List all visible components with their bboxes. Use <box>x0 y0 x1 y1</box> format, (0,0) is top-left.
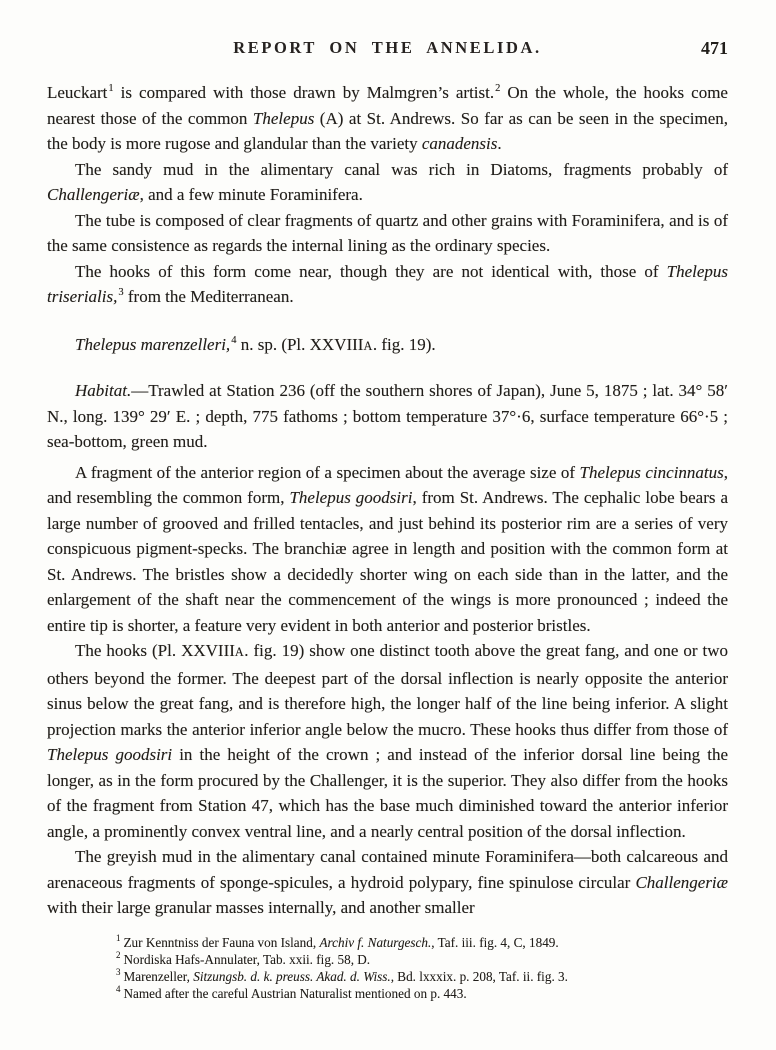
text-segment: canadensis <box>421 134 498 153</box>
text-segment: , and a few minute Foraminifera. <box>139 185 363 204</box>
paragraph <box>47 460 728 639</box>
footnote-marker: 4 <box>116 984 121 995</box>
text-segment: The tube is composed of clear fragments of quartz and other grains with Foraminifera, and is of the same consistence as regards the internal lining as the ordinary species. <box>47 210 728 255</box>
footnote-marker: 1 <box>116 933 121 944</box>
text-segment: from the Mediterranean. <box>123 287 294 306</box>
footnote <box>116 951 688 968</box>
text-segment: Thelepus goodsiri <box>47 745 173 764</box>
text-segment: , and resembling the common form, <box>47 462 729 507</box>
paragraph <box>47 638 728 844</box>
text-segment: Sitzungsb. d. k. preuss. Akad. d. Wiss. <box>193 968 391 984</box>
text-segment: On the whole, the hooks come nearest those of the common <box>47 83 728 128</box>
text-segment: , Bd. lxxxix. p. 208, Taf. ii. fig. 3. <box>390 968 568 984</box>
text-segment: Archiv f. Naturgesch. <box>319 934 432 950</box>
text-segment: n. sp. (Pl. XXVIII <box>236 334 364 354</box>
species-heading <box>47 332 728 360</box>
text-segment: Zur Kenntniss der Fauna von Island, <box>123 934 320 950</box>
footnote <box>116 968 688 985</box>
footnote-marker: 3 <box>116 967 121 978</box>
text-segment: —Trawled at Station 236 (off the southern shores of Japan), June 5, 1875 ; lat. 34° 58′ N., long. 139° 29′ E. ; depth, 775 fathoms ; bottom temperature 37°·6, surface temperature 66°·5 ; sea-bottom, green mud. <box>47 381 728 451</box>
footnote-reference: 1 <box>108 83 114 95</box>
text-segment: (A) at St. Andrews. So far as can be seen in the specimen, the body is more rugose and glandular than the variety <box>47 108 728 153</box>
paragraph <box>47 844 728 921</box>
text-segment: in the height of the crown ; and instead of the inferior dorsal line being the longer, as in the form procured by the Challenger, it is the superior. They also differ from the hooks of the fragment from Station 47, which has the base much diminished toward the anterior inferior angle, a prominently convex ventral line, and a nearly central position of the dorsal inflection. <box>47 745 729 841</box>
running-head <box>47 38 728 64</box>
text-segment: . <box>497 134 502 153</box>
text-segment: , from St. Andrews. The cephalic lobe bears a large number of grooved and frilled tentacles, and just behind its posterior rim are a series of very conspicuous pigment-specks. The branchiæ agree in length and position with the common form at St. Andrews. The bristles show a decidedly shorter wing on each side than in the latter, and the enlargement of the shaft near the commencement of the wings is more pronounced ; indeed the entire tip is shorter, a feature very evident in both anterior and posterior bristles. <box>47 488 729 635</box>
text-segment: is compared with those drawn by Malmgren’s artist. <box>113 83 495 102</box>
paragraph <box>47 378 728 455</box>
footnote <box>116 985 688 1002</box>
footnote-reference: 2 <box>495 83 501 95</box>
text-segment: Habitat. <box>75 381 132 400</box>
footnote-marker: 2 <box>116 950 121 961</box>
paragraph <box>47 259 728 310</box>
text-segment: Challengeriæ <box>635 872 728 892</box>
text-segment: . fig. 19) show one distinct tooth above the great fang, and one or two others beyond the former. The deepest part of the dorsal inflection is nearly opposite the anterior sinus below the great fang, and is therefore high, the longer half of the line being inferior. A slight projection marks the anterior inferior angle below the mucro. These hooks thus differ from those of <box>47 641 728 739</box>
running-head-title: REPORT ON THE ANNELIDA. <box>233 38 542 57</box>
footnote-reference: 3 <box>118 287 124 299</box>
text-segment: Thelepus marenzelleri, <box>75 334 231 354</box>
text-segment: Nordiska Hafs-Annulater, Tab. xxii. fig. 58, D. <box>123 951 371 967</box>
text-segment: Marenzeller, <box>123 968 194 984</box>
paragraph <box>47 157 728 208</box>
footnote-reference: 4 <box>231 334 237 346</box>
footnotes <box>47 934 728 1002</box>
text-segment: . fig. 19). <box>372 334 436 354</box>
text-segment: Thelepus <box>252 108 315 128</box>
text-segment: Thelepus triserialis, <box>47 261 728 306</box>
text-segment: The hooks of this form come near, though they are not identical with, those of <box>75 261 667 281</box>
text-segment: A fragment of the anterior region of a specimen about the average size of <box>75 462 580 482</box>
text-segment: Challengeriæ <box>47 185 140 204</box>
text-segment: Named after the careful Austrian Naturalist mentioned on p. 443. <box>123 985 467 1001</box>
footnote <box>116 934 688 951</box>
paragraph <box>47 208 728 259</box>
body-text <box>47 80 728 921</box>
text-segment: A <box>234 645 245 659</box>
text-segment: with their large granular masses internally, and another smaller <box>47 898 475 917</box>
text-segment: The hooks (Pl. XXVIII <box>75 641 235 660</box>
text-segment: The greyish mud in the alimentary canal contained minute Foraminifera—both calcareous and arenaceous fragments of sponge-spicules, a hydroid polypary, fine spinulose circular <box>47 847 728 892</box>
text-segment: The sandy mud in the alimentary canal was rich in Diatoms, fragments probably of <box>75 159 728 179</box>
text-segment: Thelepus goodsiri <box>289 488 413 507</box>
text-segment: Thelepus cincinnatus <box>579 462 724 482</box>
page-number: 471 <box>701 38 728 58</box>
paragraph <box>47 80 728 157</box>
text-segment: A <box>363 338 373 353</box>
text-segment: , Taf. iii. fig. 4, C, 1849. <box>431 934 559 950</box>
text-segment: Leuckart <box>47 83 108 102</box>
